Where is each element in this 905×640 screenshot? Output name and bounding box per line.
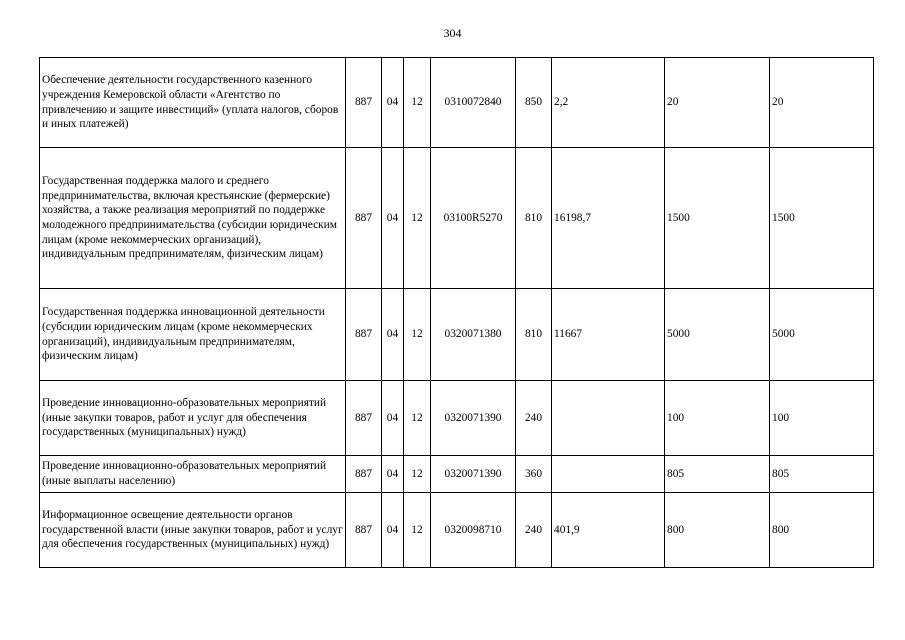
table-row <box>40 58 874 148</box>
row-description: Проведение инновационно-образовательных мероприятий (иные выплаты населению) <box>40 456 346 493</box>
amount-2: 1500 <box>665 148 770 289</box>
row-description: Государственная поддержка инновационной деятельности (субсидии юридическим лицам (кроме некоммерческих организаций), индивидуальным предпринимателям, физическим лицам) <box>40 289 346 381</box>
amount-3: 20 <box>770 58 874 148</box>
amount-2: 20 <box>665 58 770 148</box>
section-code: 04 <box>382 289 404 381</box>
amount-1: 401,9 <box>552 493 665 568</box>
amount-3: 805 <box>770 456 874 493</box>
section-code: 04 <box>382 148 404 289</box>
amount-1: 11667 <box>552 289 665 381</box>
expense-type-code: 810 <box>516 289 552 381</box>
ministry-code: 887 <box>346 381 382 456</box>
budget-table <box>39 57 874 568</box>
subsection-code: 12 <box>404 289 431 381</box>
amount-3: 5000 <box>770 289 874 381</box>
ministry-code: 887 <box>346 148 382 289</box>
section-code: 04 <box>382 381 404 456</box>
target-article-code: 0310072840 <box>431 58 516 148</box>
amount-2: 5000 <box>665 289 770 381</box>
amount-3: 100 <box>770 381 874 456</box>
row-description: Государственная поддержка малого и среднего предпринимательства, включая крестьянские (фермерские) хозяйства, а также реализация мероприятий по поддержке молодежного предпринимательства (субсидии юридическим лицам (кроме некоммерческих организаций), индивидуальным предпринимателям, физическим лицам) <box>40 148 346 289</box>
amount-3: 1500 <box>770 148 874 289</box>
amount-2: 100 <box>665 381 770 456</box>
amount-1 <box>552 456 665 493</box>
amount-1 <box>552 381 665 456</box>
section-code: 04 <box>382 58 404 148</box>
target-article-code: 0320071380 <box>431 289 516 381</box>
section-code: 04 <box>382 493 404 568</box>
amount-2: 805 <box>665 456 770 493</box>
expense-type-code: 850 <box>516 58 552 148</box>
target-article-code: 03100R5270 <box>431 148 516 289</box>
expense-type-code: 240 <box>516 493 552 568</box>
amount-1: 2,2 <box>552 58 665 148</box>
amount-3: 800 <box>770 493 874 568</box>
ministry-code: 887 <box>346 456 382 493</box>
table-row <box>40 148 874 289</box>
section-code: 04 <box>382 456 404 493</box>
table-row <box>40 456 874 493</box>
subsection-code: 12 <box>404 148 431 289</box>
page-number: 304 <box>443 26 462 40</box>
subsection-code: 12 <box>404 58 431 148</box>
row-description: Информационное освещение деятельности органов государственной власти (иные закупки товаров, работ и услуг для обеспечения государственных (муниципальных) нужд) <box>40 493 346 568</box>
subsection-code: 12 <box>404 381 431 456</box>
target-article-code: 0320071390 <box>431 381 516 456</box>
amount-2: 800 <box>665 493 770 568</box>
amount-1: 16198,7 <box>552 148 665 289</box>
row-description: Обеспечение деятельности государственного казенного учреждения Кемеровской области «Агентство по привлечению и защите инвестиций» (уплата налогов, сборов и иных платежей) <box>40 58 346 148</box>
ministry-code: 887 <box>346 493 382 568</box>
ministry-code: 887 <box>346 289 382 381</box>
table-row <box>40 289 874 381</box>
expense-type-code: 360 <box>516 456 552 493</box>
expense-type-code: 810 <box>516 148 552 289</box>
expense-type-code: 240 <box>516 381 552 456</box>
table-row <box>40 381 874 456</box>
ministry-code: 887 <box>346 58 382 148</box>
target-article-code: 0320098710 <box>431 493 516 568</box>
row-description: Проведение инновационно-образовательных мероприятий (иные закупки товаров, работ и услуг для обеспечения государственных (муниципальных) нужд) <box>40 381 346 456</box>
table-row <box>40 493 874 568</box>
subsection-code: 12 <box>404 456 431 493</box>
target-article-code: 0320071390 <box>431 456 516 493</box>
subsection-code: 12 <box>404 493 431 568</box>
